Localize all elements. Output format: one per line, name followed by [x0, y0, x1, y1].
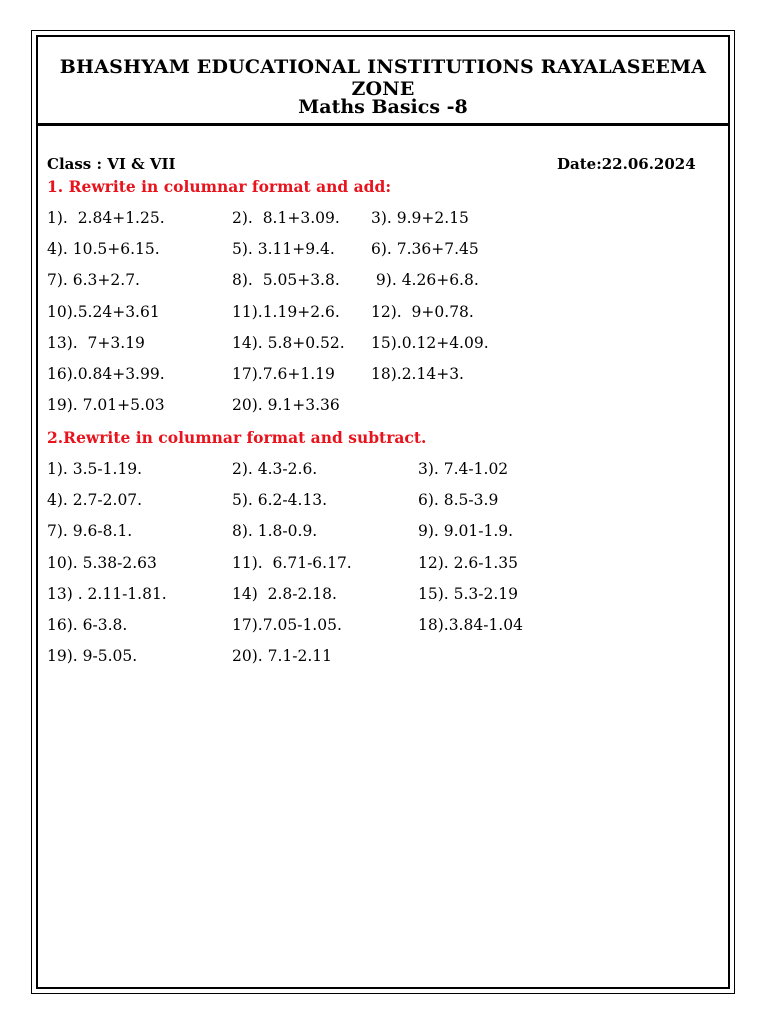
- section1-exercise-item: 2). 8.1+3.09.: [232, 209, 340, 227]
- section1-exercise-item: 7). 6.3+2.7.: [47, 271, 140, 290]
- section1-exercise-item: 14). 5.8+0.52.: [232, 333, 345, 352]
- section2-exercise-item: 19). 9-5.05.: [47, 647, 138, 666]
- section2-exercise-item: 17).7.05-1.05.: [232, 616, 342, 634]
- section2-exercise-item: 13) . 2.11-1.81.: [47, 584, 167, 603]
- section1-exercise-item: 4). 10.5+6.15.: [47, 240, 160, 259]
- section2-exercise-item: 16). 6-3.8.: [47, 616, 128, 634]
- section1-exercise-item: 1). 2.84+1.25.: [47, 209, 165, 227]
- section2-exercise-item: 11). 6.71-6.17.: [232, 553, 352, 572]
- section2-exercise-item: 18).3.84-1.04: [418, 616, 523, 634]
- section2-exercise-item: 1). 3.5-1.19.: [47, 460, 143, 478]
- section1-exercise-item: 12). 9+0.78.: [371, 302, 474, 321]
- section1-exercise-item: 13). 7+3.19: [47, 333, 145, 352]
- section1-exercise-item: 20). 9.1+3.36: [232, 396, 340, 415]
- institution-title: BHASHYAM EDUCATIONAL INSTITUTIONS RAYALASEEMA ZONE: [59, 56, 707, 100]
- section2-exercise-item: 14) 2.8-2.18.: [232, 584, 337, 603]
- class-label: Class : VI & VII: [47, 155, 176, 173]
- section1-exercise-item: 8). 5.05+3.8.: [232, 271, 340, 290]
- section1-exercise-item: 19). 7.01+5.03: [47, 396, 165, 415]
- section2-exercise-item: 3). 7.4-1.02: [418, 460, 509, 478]
- section1-exercise-item: 3). 9.9+2.15: [371, 209, 469, 227]
- section2-exercise-item: 20). 7.1-2.11: [232, 647, 333, 666]
- section2-exercise-item: 9). 9.01-1.9.: [418, 522, 514, 541]
- section1-exercise-item: 5). 3.11+9.4.: [232, 240, 335, 259]
- section1-exercise-item: 9). 4.26+6.8.: [371, 271, 479, 290]
- section2-exercise-item: 4). 2.7-2.07.: [47, 491, 143, 510]
- section2-exercise-item: 6). 8.5-3.9: [418, 491, 499, 510]
- section1-exercise-item: 16).0.84+3.99.: [47, 365, 165, 383]
- section2-heading: 2.Rewrite in columnar format and subtract.: [47, 428, 427, 447]
- section2-exercise-item: 15). 5.3-2.19: [418, 584, 519, 603]
- section2-exercise-item: 10). 5.38-2.63: [47, 553, 157, 572]
- header-divider: [37, 123, 729, 126]
- section1-exercise-item: 10).5.24+3.61: [47, 302, 160, 321]
- section1-exercise-item: 15).0.12+4.09.: [371, 333, 489, 352]
- section2-exercise-item: 2). 4.3-2.6.: [232, 460, 318, 478]
- section2-exercise-item: 5). 6.2-4.13.: [232, 491, 328, 510]
- section1-exercise-item: 18).2.14+3.: [371, 365, 464, 383]
- section1-heading: 1. Rewrite in columnar format and add:: [47, 177, 392, 196]
- worksheet-title: Maths Basics -8: [298, 96, 468, 118]
- section2-exercise-item: 12). 2.6-1.35: [418, 553, 519, 572]
- date-label: Date:22.06.2024: [557, 155, 696, 173]
- section2-exercise-item: 8). 1.8-0.9.: [232, 522, 318, 541]
- section2-exercise-item: 7). 9.6-8.1.: [47, 522, 133, 541]
- section1-exercise-item: 11).1.19+2.6.: [232, 302, 340, 321]
- section1-exercise-item: 6). 7.36+7.45: [371, 240, 479, 259]
- section1-exercise-item: 17).7.6+1.19: [232, 365, 335, 383]
